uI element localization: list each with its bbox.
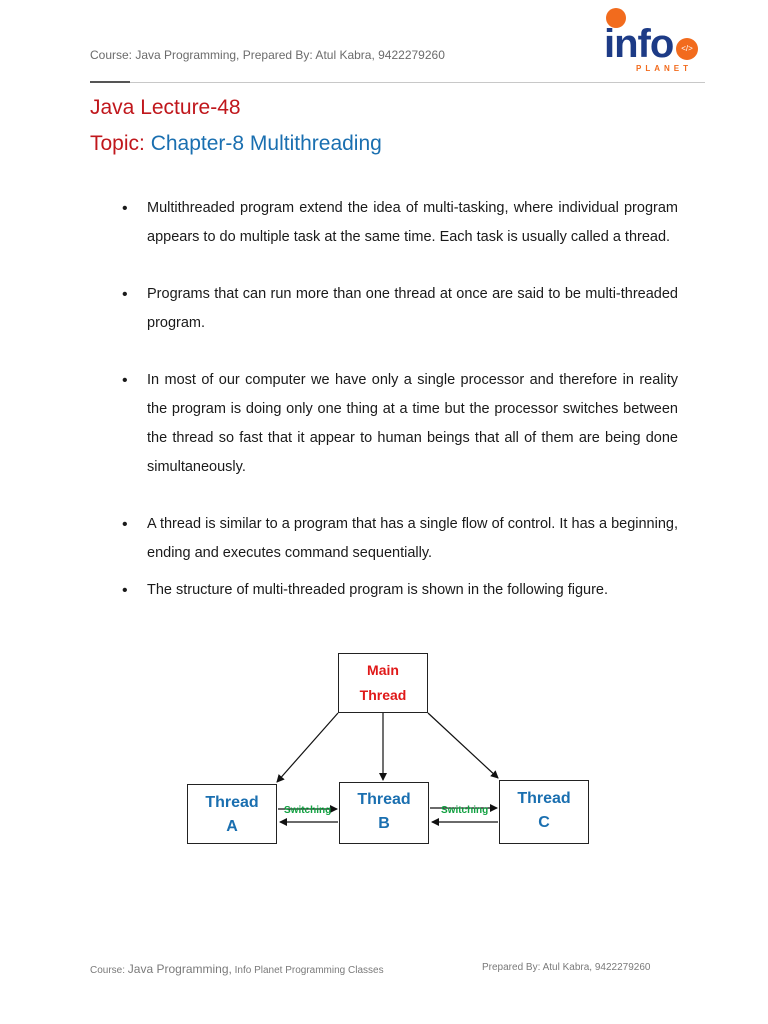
footer-left [90,962,384,976]
thread-a-label-1: Thread [205,794,259,811]
footer-right: Prepared By: Atul Kabra, 9422279260 [482,962,651,973]
page-header-text: Course: Java Programming, Prepared By: Atul Kabra, 9422279260 [90,48,445,62]
topic-label: Topic: [90,132,145,155]
header-divider [90,82,705,83]
thread-c-label-2: C [538,814,550,831]
info-planet-logo [596,8,716,78]
thread-a-label-2: A [226,818,238,835]
logo-subtext: PLANET [636,64,692,73]
thread-b-label-2: B [378,815,390,832]
thread-a-box [187,784,277,844]
thread-b-label-1: Thread [357,791,411,808]
topic-heading [90,132,382,156]
arrow-main-to-a [277,713,338,782]
thread-b-box [339,782,429,844]
list-item: • Multithreaded program extend the idea of multi-tasking, where individual program appears to do multiple task at the same time. Each task is usually called a thread. [120,194,678,252]
main-thread-label-2: Thread [359,687,407,703]
lecture-title: Java Lecture-48 [90,96,241,119]
list-item: • In most of our computer we have only a single processor and therefore in reality the program is doing only one thing at a time but the processor switches between the thread so fast that it appear to human beings that all of them are being done simultaneously. [120,366,678,482]
switching-label-ab: Switching [284,805,332,816]
logo-word: info [604,22,674,66]
bullet-list [120,194,678,605]
thread-c-label-1: Thread [517,790,571,807]
main-thread-box [338,653,428,713]
footer-course-prefix: Course: [90,965,126,976]
footer-course-name: Java Programming, [127,962,232,976]
code-glyph-icon: </> [676,38,698,60]
list-item: • A thread is similar to a program that has a single flow of control. It has a beginning, ending and executes command sequentially. [120,510,678,568]
main-thread-label-1: Main [367,662,399,678]
switching-label-bc: Switching [441,805,489,816]
thread-c-box [499,780,589,844]
topic-value: Chapter-8 Multithreading [150,132,382,155]
list-item: • The structure of multi-threaded program is shown in the following figure. [120,576,678,605]
footer-institute: Info Planet Programming Classes [234,965,384,976]
list-item: • Programs that can run more than one thread at once are said to be multi-threaded program. [120,280,678,338]
arrow-main-to-c [428,713,498,778]
